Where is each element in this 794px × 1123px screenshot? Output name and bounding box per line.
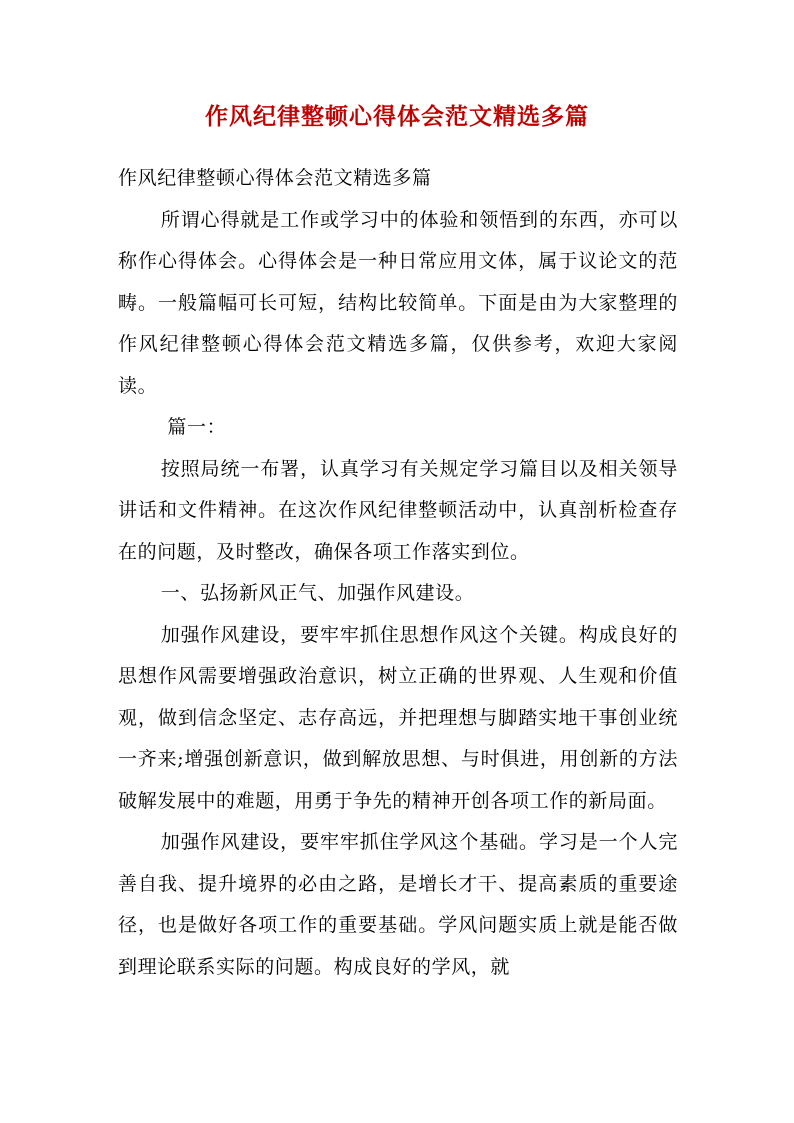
intro-paragraph: 所谓心得就是工作或学习中的体验和领悟到的东西，亦可以称作心得体会。心得体会是一种日常应用文体，属于议论文的范畴。一般篇幅可长可短，结构比较简单。下面是由为大家整理的作风纪律整顿心得体会范文精选多篇，仅供参考，欢迎大家阅读。 xyxy=(118,208,678,397)
document-body xyxy=(118,158,678,988)
body-paragraph: 加强作风建设，要牢牢抓住学风这个基础。学习是一个人完善自我、提升境界的必由之路，是增长才干、提高素质的重要途径，也是做好各项工作的重要基础。学风问题实质上就是能否做到理论联系实际的问题。构成良好的学风，就 xyxy=(118,831,678,978)
part-one-heading: 篇一： xyxy=(167,416,227,438)
body-paragraph: 按照局统一布署，认真学习有关规定学习篇目以及相关领导讲话和文件精神。在这次作风纪律整顿活动中，认真剖析检查存在的问题，及时整改，确保各项工作落实到位。 xyxy=(118,457,678,563)
section-heading: 一、弘扬新风正气、加强作风建设。 xyxy=(160,582,475,604)
document-title: 作风纪律整顿心得体会范文精选多篇 xyxy=(205,103,589,130)
body-paragraph: 加强作风建设，要牢牢抓住思想作风这个关键。构成良好的思想作风需要增强政治意识，树立正确的世界观、人生观和价值观，做到信念坚定、志存高远，并把理想与脚踏实地干事创业统一齐来;增强创新意识，做到解放思想、与时俱进，用创新的方法破解发展中的难题，用勇于争先的精神开创各项工作的新局面。 xyxy=(118,623,678,812)
subtitle-paragraph: 作风纪律整顿心得体会范文精选多篇 xyxy=(118,167,432,189)
